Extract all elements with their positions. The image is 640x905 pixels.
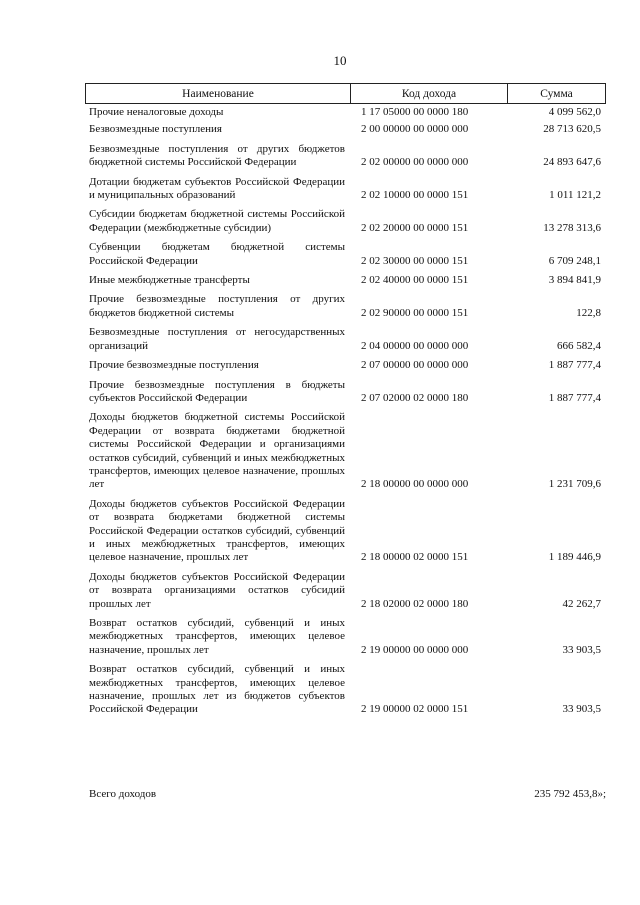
- row-code: 2 07 00000 00 0000 000: [361, 359, 469, 372]
- row-code: 2 19 00000 00 0000 000: [361, 643, 469, 656]
- row-code: 2 19 00000 02 0000 151: [361, 703, 469, 716]
- row-sum: 1 011 121,2: [549, 189, 601, 202]
- row-name: Безвозмездные поступления от других бюджетов бюджетной системы Российской Федерации: [89, 142, 345, 169]
- total-row: [89, 788, 606, 801]
- table-row: [89, 208, 601, 235]
- row-sum: 42 262,7: [562, 597, 601, 610]
- row-name: Субсидии бюджетам бюджетной системы Российской Федерации (межбюджетные субсидии): [89, 208, 345, 234]
- row-sum: 24 893 647,6: [543, 156, 601, 169]
- row-code: 2 18 00000 00 0000 000: [361, 478, 469, 491]
- total-label: Всего доходов: [89, 788, 157, 800]
- table-row: [89, 498, 601, 565]
- row-name: Субвенции бюджетам бюджетной системы Российской Федерации: [89, 241, 345, 267]
- income-table: [89, 106, 601, 723]
- header-name: Наименование: [86, 84, 351, 103]
- row-code: 2 18 02000 02 0000 180: [361, 597, 469, 610]
- page-number: 10: [333, 53, 347, 68]
- row-code: 2 18 00000 02 0000 151: [361, 551, 469, 564]
- table-row: [89, 293, 601, 320]
- row-sum: 1 887 777,4: [548, 359, 601, 372]
- row-name: Иные межбюджетные трансферты: [89, 274, 250, 287]
- table-row: [89, 359, 601, 372]
- row-code: 2 02 40000 00 0000 151: [361, 274, 469, 287]
- table-row: [89, 274, 601, 287]
- table-header: [85, 83, 606, 104]
- row-sum: 33 903,5: [562, 643, 601, 656]
- row-sum: 1 189 446,9: [548, 551, 601, 564]
- row-sum: 28 713 620,5: [543, 123, 601, 136]
- row-code: 2 02 20000 00 0000 151: [361, 221, 469, 234]
- table-row: [89, 106, 601, 119]
- table-row: [89, 241, 601, 268]
- row-name: Дотации бюджетам субъектов Российской Федерации и муниципальных образований: [89, 175, 345, 202]
- row-code: 2 04 00000 00 0000 000: [361, 339, 469, 352]
- table-row: [89, 143, 601, 170]
- row-name: Безвозмездные поступления: [89, 123, 222, 136]
- table-row: [89, 176, 601, 203]
- row-name: Доходы бюджетов субъектов Российской Федерации от возврата бюджетами бюджетной системы Российской Федерации остатков субсидий, субвенций и иных межбюджетных трансфертов, имеющих целевое назначение, прошлых лет: [89, 497, 345, 564]
- header-code: Код дохода: [351, 84, 508, 103]
- row-code: 2 07 02000 02 0000 180: [361, 391, 469, 404]
- table-row: [89, 411, 601, 491]
- row-name: Прочие безвозмездные поступления от других бюджетов бюджетной системы: [89, 293, 345, 319]
- row-name: Доходы бюджетов бюджетной системы Российской Федерации от возврата бюджетами бюджетной системы Российской Федерации и организациями остатков субсидий, субвенций и иных межбюджетных трансфертов, имеющих целевое назначение, прошлых лет: [89, 411, 345, 491]
- row-sum: 1 887 777,4: [548, 391, 601, 404]
- row-sum: 122,8: [576, 306, 601, 319]
- row-name: Доходы бюджетов субъектов Российской Федерации от возврата организациями остатков субсидий прошлых лет: [89, 570, 345, 610]
- row-sum: 33 903,5: [562, 703, 601, 716]
- row-name: Возврат остатков субсидий, субвенций и иных межбюджетных трансфертов, имеющих целевое назначение, прошлых лет: [89, 617, 345, 656]
- table-row: [89, 123, 601, 136]
- row-sum: 3 894 841,9: [548, 274, 601, 287]
- row-sum: 4 099 562,0: [548, 106, 601, 118]
- table-row: [89, 379, 601, 406]
- table-row: [89, 617, 601, 657]
- row-sum: 666 582,4: [557, 339, 601, 352]
- row-code: 2 02 00000 00 0000 000: [361, 156, 469, 169]
- row-name: Прочие безвозмездные поступления: [89, 359, 259, 372]
- row-sum: 13 278 313,6: [543, 221, 601, 234]
- row-name: Прочие безвозмездные поступления в бюджеты субъектов Российской Федерации: [89, 378, 345, 404]
- header-sum: Сумма: [540, 87, 573, 100]
- row-sum: 6 709 248,1: [548, 254, 601, 267]
- row-name: Возврат остатков субсидий, субвенций и иных межбюджетных трансфертов, имеющих целевое назначение, прошлых лет из бюджетов субъектов Российской Федерации: [89, 663, 345, 716]
- table-row: [89, 663, 601, 717]
- row-name: Безвозмездные поступления от негосударственных организаций: [89, 326, 345, 352]
- row-name: Прочие неналоговые доходы: [89, 106, 224, 118]
- table-row: [89, 571, 601, 611]
- row-code: 1 17 05000 00 0000 180: [361, 106, 469, 118]
- table-row: [89, 326, 601, 353]
- row-code: 2 02 10000 00 0000 151: [361, 189, 469, 202]
- total-sum: 235 792 453,8»;: [534, 788, 606, 800]
- row-code: 2 02 30000 00 0000 151: [361, 254, 469, 267]
- row-sum: 1 231 709,6: [548, 478, 601, 491]
- row-code: 2 02 90000 00 0000 151: [361, 306, 469, 319]
- row-code: 2 00 00000 00 0000 000: [361, 123, 469, 136]
